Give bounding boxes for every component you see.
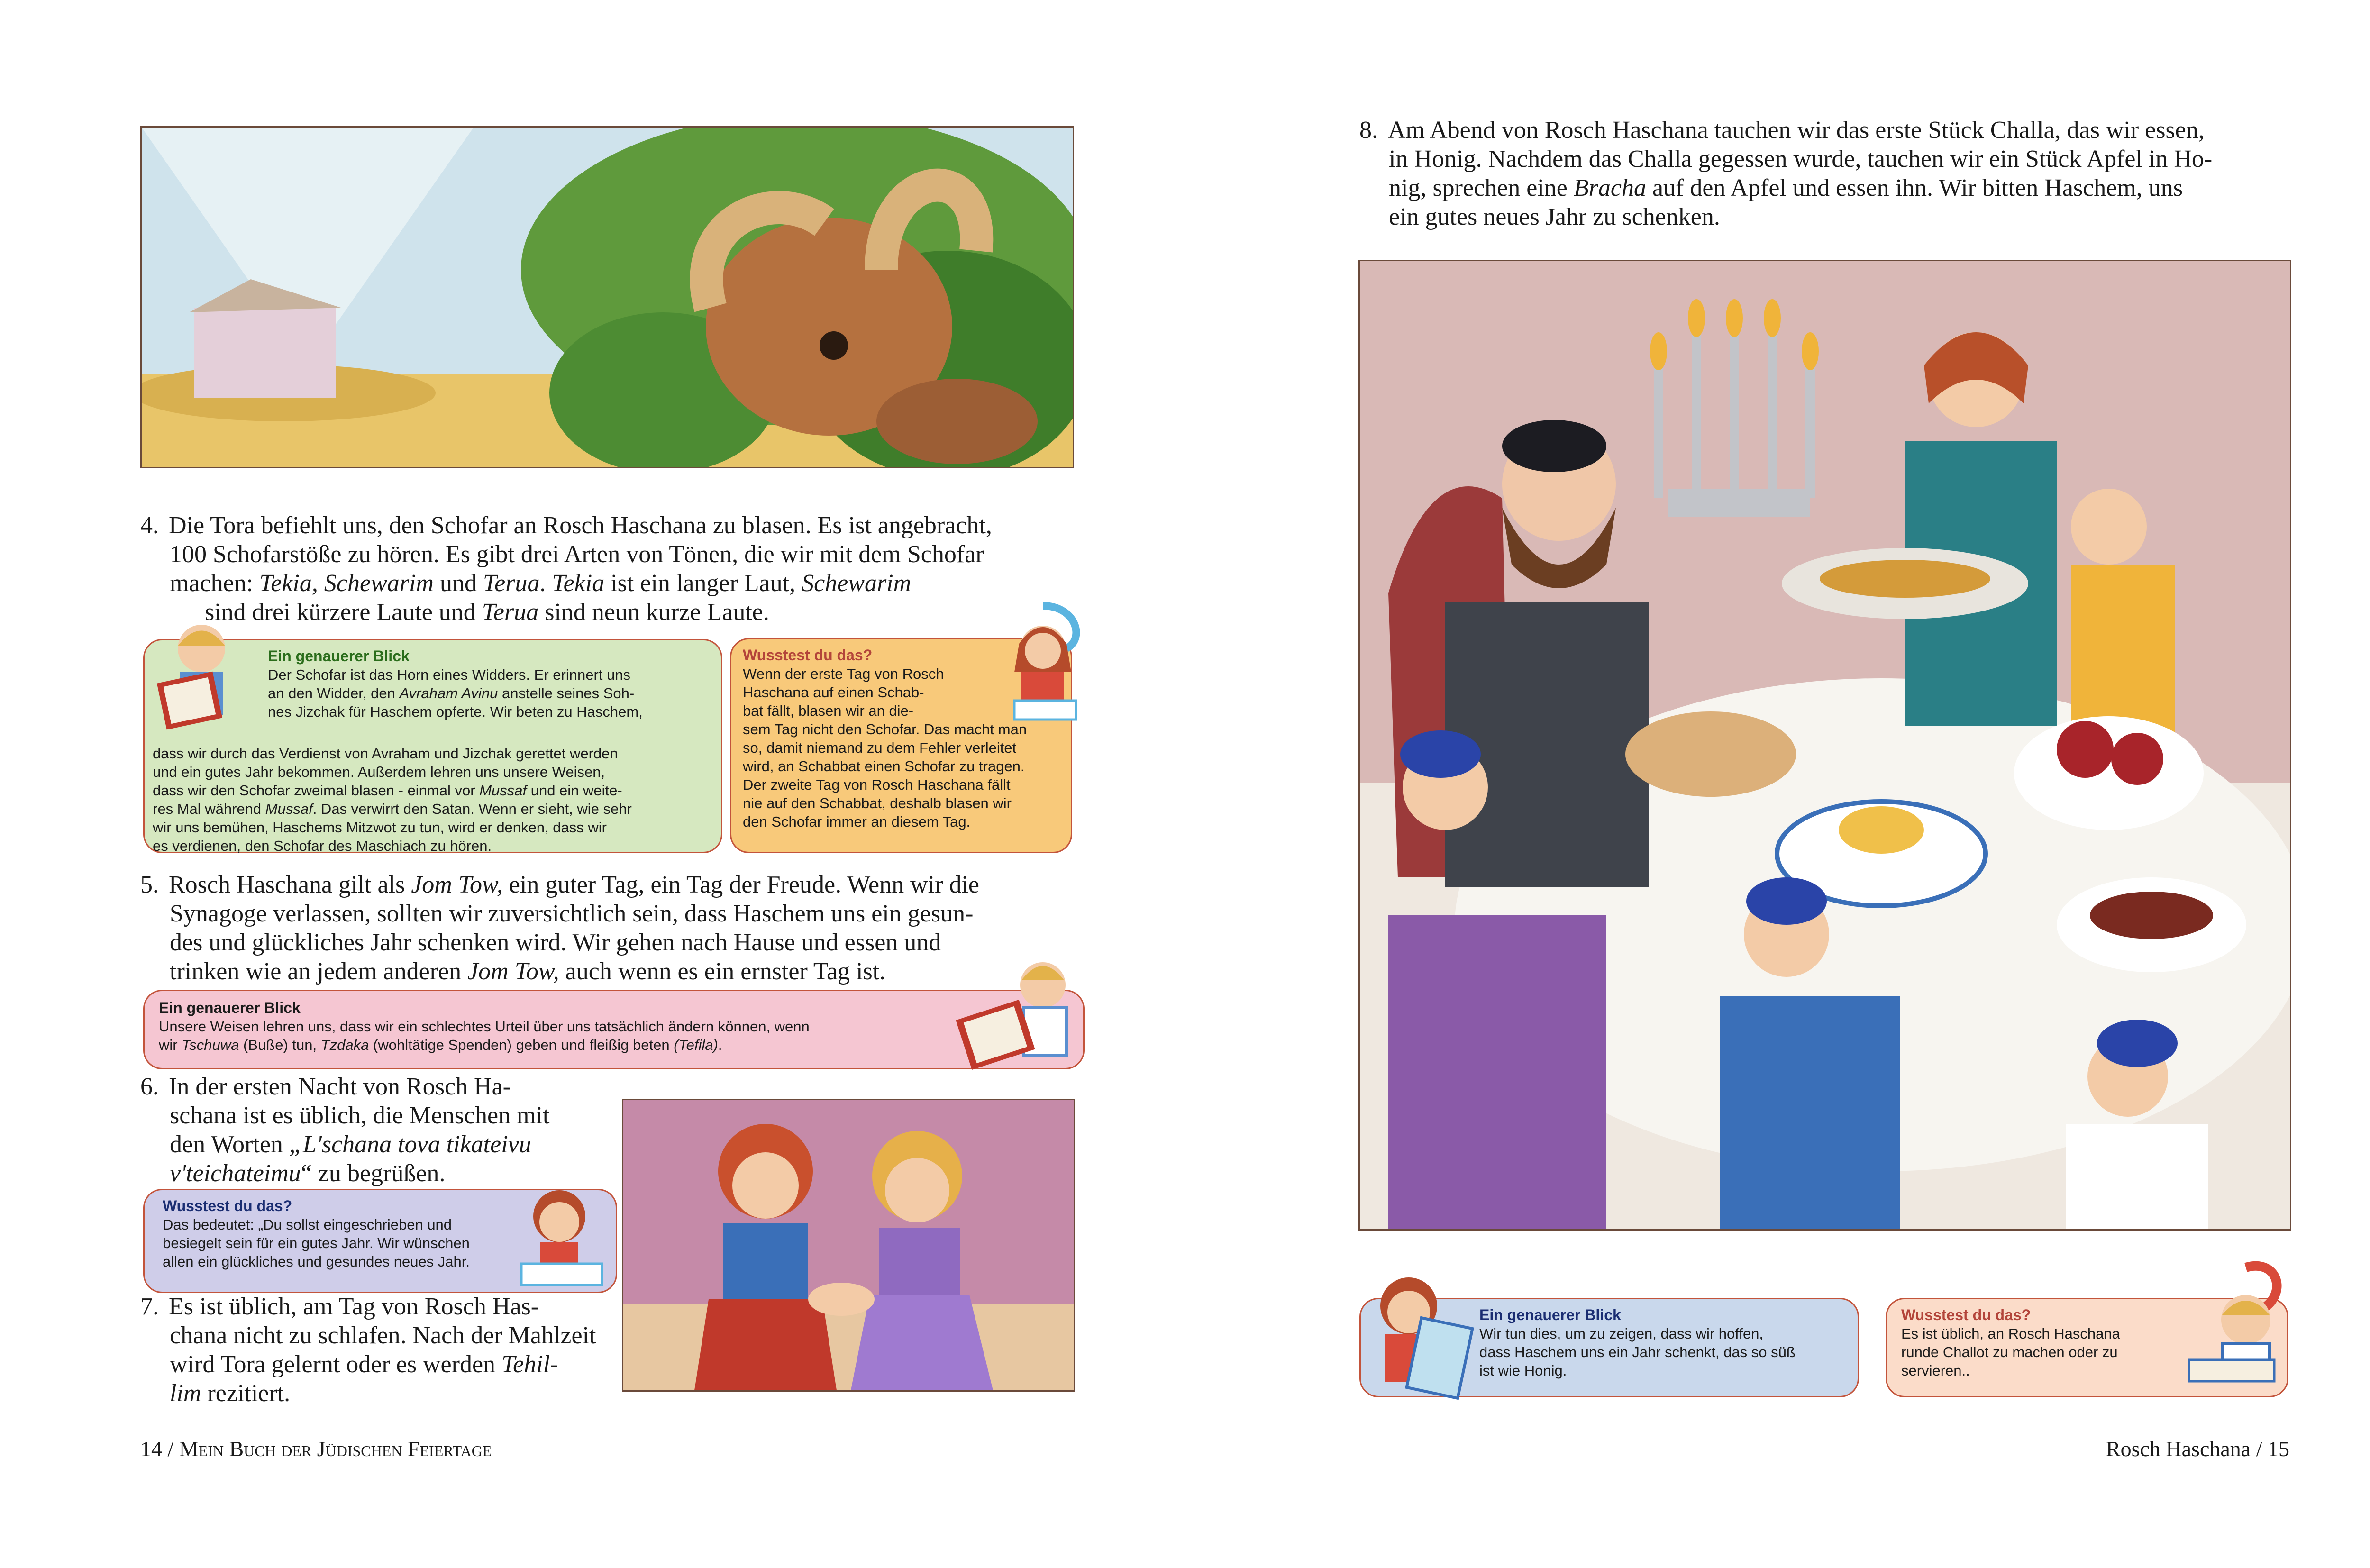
family-dinner-illustration [1358,260,2291,1231]
paragraph-number: 4. [140,512,159,539]
box-title: Ein genauerer Blick [1479,1306,1621,1323]
info-box-closer-look-shofar: Ein genauerer Blick Der Schofar ist das Horn eines Widders. Er erinnert uns an den Widder, den Avraham Avinu anstelle seines Soh- nes Jizchak für Haschem opferte. Wir beten zu Haschem, [143,639,722,853]
girl-reading-icon [995,601,1090,729]
info-box-did-you-know-challot: Wusstest du das? Es ist üblich, an Rosch Haschana runde Challot zu machen oder zu servieren.. [1886,1298,2288,1397]
paragraph-5: 5. Rosch Haschana gilt als Jom Tow, ein guter Tag, ein Tag der Freude. Wenn wir die Synagoge verlassen, sollten wir zuversichtlich sein, dass Haschem uns ein gesun- des und glückliches Jahr schenken wird. Wir gehen nach Hause und essen und trinken wie an jedem anderen Jom Tow, auch wenn es ein ernster Tag ist. [140,871,979,985]
info-box-did-you-know-shabbat: Wusstest du das? Wenn der erste Tag von Rosch Haschana auf einen Schab- bat fällt, blasen wir an die- sem Tag nicht den Schofar. Das macht man so, damit niemand zu dem Fehler verleitet wird, an Schabbat einen Schofar zu tragen. Der zweite Tag von Rosch Haschana fällt nie auf den Schabbat, deshalb blasen wir den Schofar immer an diesem Tag. [730,638,1072,853]
green-box-lower-text: dass wir durch das Verdienst von Avraham und Jizchak gerettet werden und ein gutes Jahr bekommen. Außerdem lehren uns unsere Weisen, dass wir den Schofar zweimal blasen - einmal vor Mussaf und ein weite- [153,745,622,799]
boy-with-book-icon [953,957,1090,1075]
girls-greeting-illustration [622,1099,1075,1392]
paragraph-7: 7. Es ist üblich, am Tag von Rosch Has- chana nicht zu schlafen. Nach der Mahlzeit wird Tora gelernt oder es werden Tehil- lim rezitiert. [140,1293,596,1407]
girl-with-book-icon [1357,1270,1480,1403]
right-page-footer: Rosch Haschana / 15 [2106,1437,2289,1461]
info-box-closer-look-judgement: Ein genauerer Blick Unsere Weisen lehren uns, dass wir ein schlechtes Urteil über uns tatsächlich ändern können, wenn wir Tschuwa (Buße) tun, Tzdaka (wohltätige Spenden) geben und fleißig beten (Tefila). [143,990,1085,1069]
ram-illustration [140,126,1074,468]
box-title: Wusstest du das? [163,1197,292,1214]
boy-reading-icon [2175,1258,2298,1391]
left-page-footer: 14 / Mein Buch der Jüdischen Feiertage [140,1437,492,1461]
info-box-closer-look-honey: Ein genauerer Blick Wir tun dies, um zu zeigen, dass wir hoffen, dass Haschem uns ein Jahr schenkt, das so süß ist wie Honig. [1359,1298,1859,1397]
paragraph-6: 6. In der ersten Nacht von Rosch Ha- schana ist es üblich, die Menschen mit den Worten „L'schana tova tikateivu v'teichateimu“ zu begrüßen. [140,1073,550,1187]
green-box-bottom-text: res Mal während Mussaf. Das verwirrt den Satan. Wenn er sieht, wie sehr wir uns bemühen, Haschems Mitzwot zu tun, wird er denken, dass wir es verdienen, den Schofar des Maschiach zu hören. [153,801,632,854]
box-title: Wusstest du das? [743,647,873,664]
paragraph-4: 4. Die Tora befiehlt uns, den Schofar an Rosch Haschana zu blasen. Es ist angebracht, 100 Schofarstöße zu hören. Es gibt drei Arten von Tönen, die wir mit dem Schofar machen: Tekia, Schewarim und Terua. Tekia ist ein langer Laut, Schewarim sind drei kürzere Laute und Terua sind neun kurze Laute. [140,512,992,626]
info-box-did-you-know-greeting: Wusstest du das? Das bedeutet: „Du sollst eingeschrieben und besiegelt sein für ein gutes Jahr. Wir wünschen allen ein glückliches und gesundes neues Jahr. [143,1189,617,1293]
box-title: Ein genauerer Blick [159,999,301,1016]
paragraph-8: 8. Am Abend von Rosch Haschana tauchen wir das erste Stück Challa, das wir essen, in Honig. Nachdem das Challa gegessen wurde, tauchen wir ein Stück Apfel in Ho- nig, sprechen eine Bracha auf den Apfel und essen ihn. Wir bitten Haschem, uns ein gutes neues Jahr zu schenken. [1359,117,2213,230]
girl-reading-icon [502,1178,616,1292]
box-title: Wusstest du das? [1901,1306,2031,1323]
box-title: Ein genauerer Blick [268,647,410,665]
boy-reading-book-icon [142,620,261,734]
